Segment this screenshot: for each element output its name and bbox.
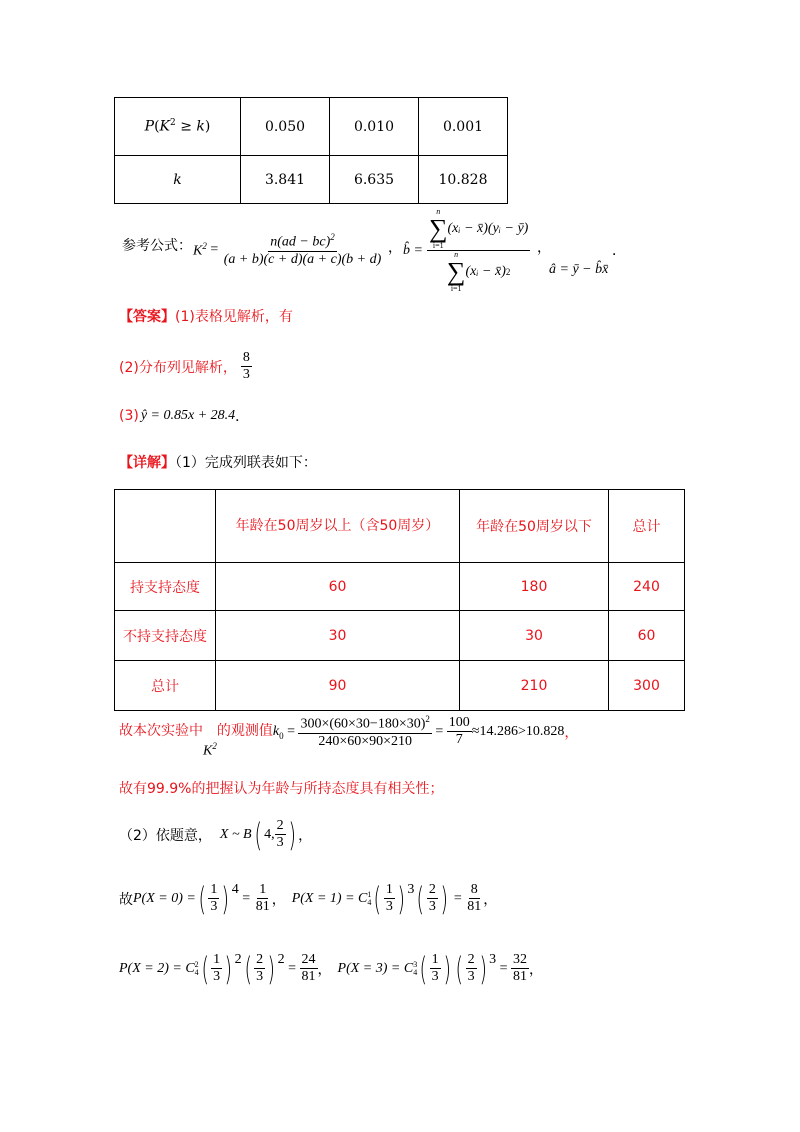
table-cell: 300 <box>609 661 685 711</box>
k2-formula: $K^2$ = $\frac{n(ad - bc)^2}{(a + b)(c + d)(a + c)(b + d)}$ <box>193 232 382 267</box>
prob-line-1: 故 P(X = 0) = ( $\frac{1}{3}$ ) 4 = $\frac{1}{81}$ ， P(X = 1) = C 1 4 ( $\frac{1}{3}$ ) 3 ( $\frac{2}{3}$ ) = $\frac{8}{81}$ ， <box>119 879 498 918</box>
a-formula: â = ȳ − b̂x̄ <box>549 262 609 277</box>
ktable-cell: $P(K^2 \ge k)$ <box>115 98 241 156</box>
answer-line-2: (2)分布列见解析， $\frac{8}{3}$ <box>119 350 250 383</box>
answer-line-3: (3) ŷ = 0.85x + 28.4 ． <box>119 408 250 425</box>
detail-heading: 【详解】（1）完成列联表如下： <box>119 455 317 471</box>
table-header-cell <box>115 490 216 563</box>
ktable-cell: 0.050 <box>241 98 330 156</box>
separator: ． <box>612 243 626 259</box>
ktable-cell: k <box>115 156 241 204</box>
table-cell: 30 <box>216 611 460 661</box>
table-header-cell: 年龄在50周岁以上（含50周岁） <box>216 490 460 563</box>
table-header-cell: 年龄在50周岁以下 <box>460 490 609 563</box>
separator: ， <box>537 240 551 256</box>
table-cell: 210 <box>460 661 609 711</box>
ktable-cell: 0.010 <box>330 98 419 156</box>
table-cell: 60 <box>216 563 460 611</box>
table-header-cell: 总计 <box>609 490 685 563</box>
critical-value-table <box>114 97 508 204</box>
prob-line-2: P(X = 2) = C 2 4 ( $\frac{1}{3}$ ) 2 ( $\frac{2}{3}$ ) 2 = $\frac{24}{81}$ ， P(X = 3) = C 3 4 ( $\frac{1}{3}$ ) ( $\frac{2}{3}$ ) 3 = $\frac{32}{81}$ ， <box>119 949 544 988</box>
b-formula: b̂ = n ∑ i=1 (xᵢ − x̄)(yᵢ − ȳ) n ∑ i=1 (xᵢ − x̄) 2 <box>403 207 529 293</box>
contingency-table <box>114 489 685 711</box>
ref-label: 参考公式： <box>122 238 192 254</box>
conclusion: 故有99.9%的把握认为年龄与所持态度具有相关性； <box>119 781 444 797</box>
table-cell: 30 <box>460 611 609 661</box>
table-cell: 60 <box>609 611 685 661</box>
ktable-cell: 3.841 <box>241 156 330 204</box>
table-row-label: 持支持态度 <box>115 563 216 611</box>
separator: ， <box>388 240 402 256</box>
ktable-cell: 10.828 <box>419 156 508 204</box>
table-cell: 90 <box>216 661 460 711</box>
ktable-cell: 0.001 <box>419 98 508 156</box>
table-row-label: 总计 <box>115 661 216 711</box>
ktable-cell: 6.635 <box>330 156 419 204</box>
answer-line-1: 【答案】(1)表格见解析，有 <box>119 309 293 325</box>
table-cell: 180 <box>460 563 609 611</box>
k2-calculation: 故本次实验中 $K^2$ 的观测值 $k_0$ = $\frac{300\times(60\times 30-180\times 30)^2}{240\times 60\times 90\times 210}$ = $\frac{100}{7}$ ≈14.286>10.828 ， <box>119 714 579 759</box>
part2-intro: （2）依题意， X ~ B ( 4, $\frac{2}{3}$ ) ， <box>119 815 313 854</box>
table-cell: 240 <box>609 563 685 611</box>
table-row-label: 不持支持态度 <box>115 611 216 661</box>
